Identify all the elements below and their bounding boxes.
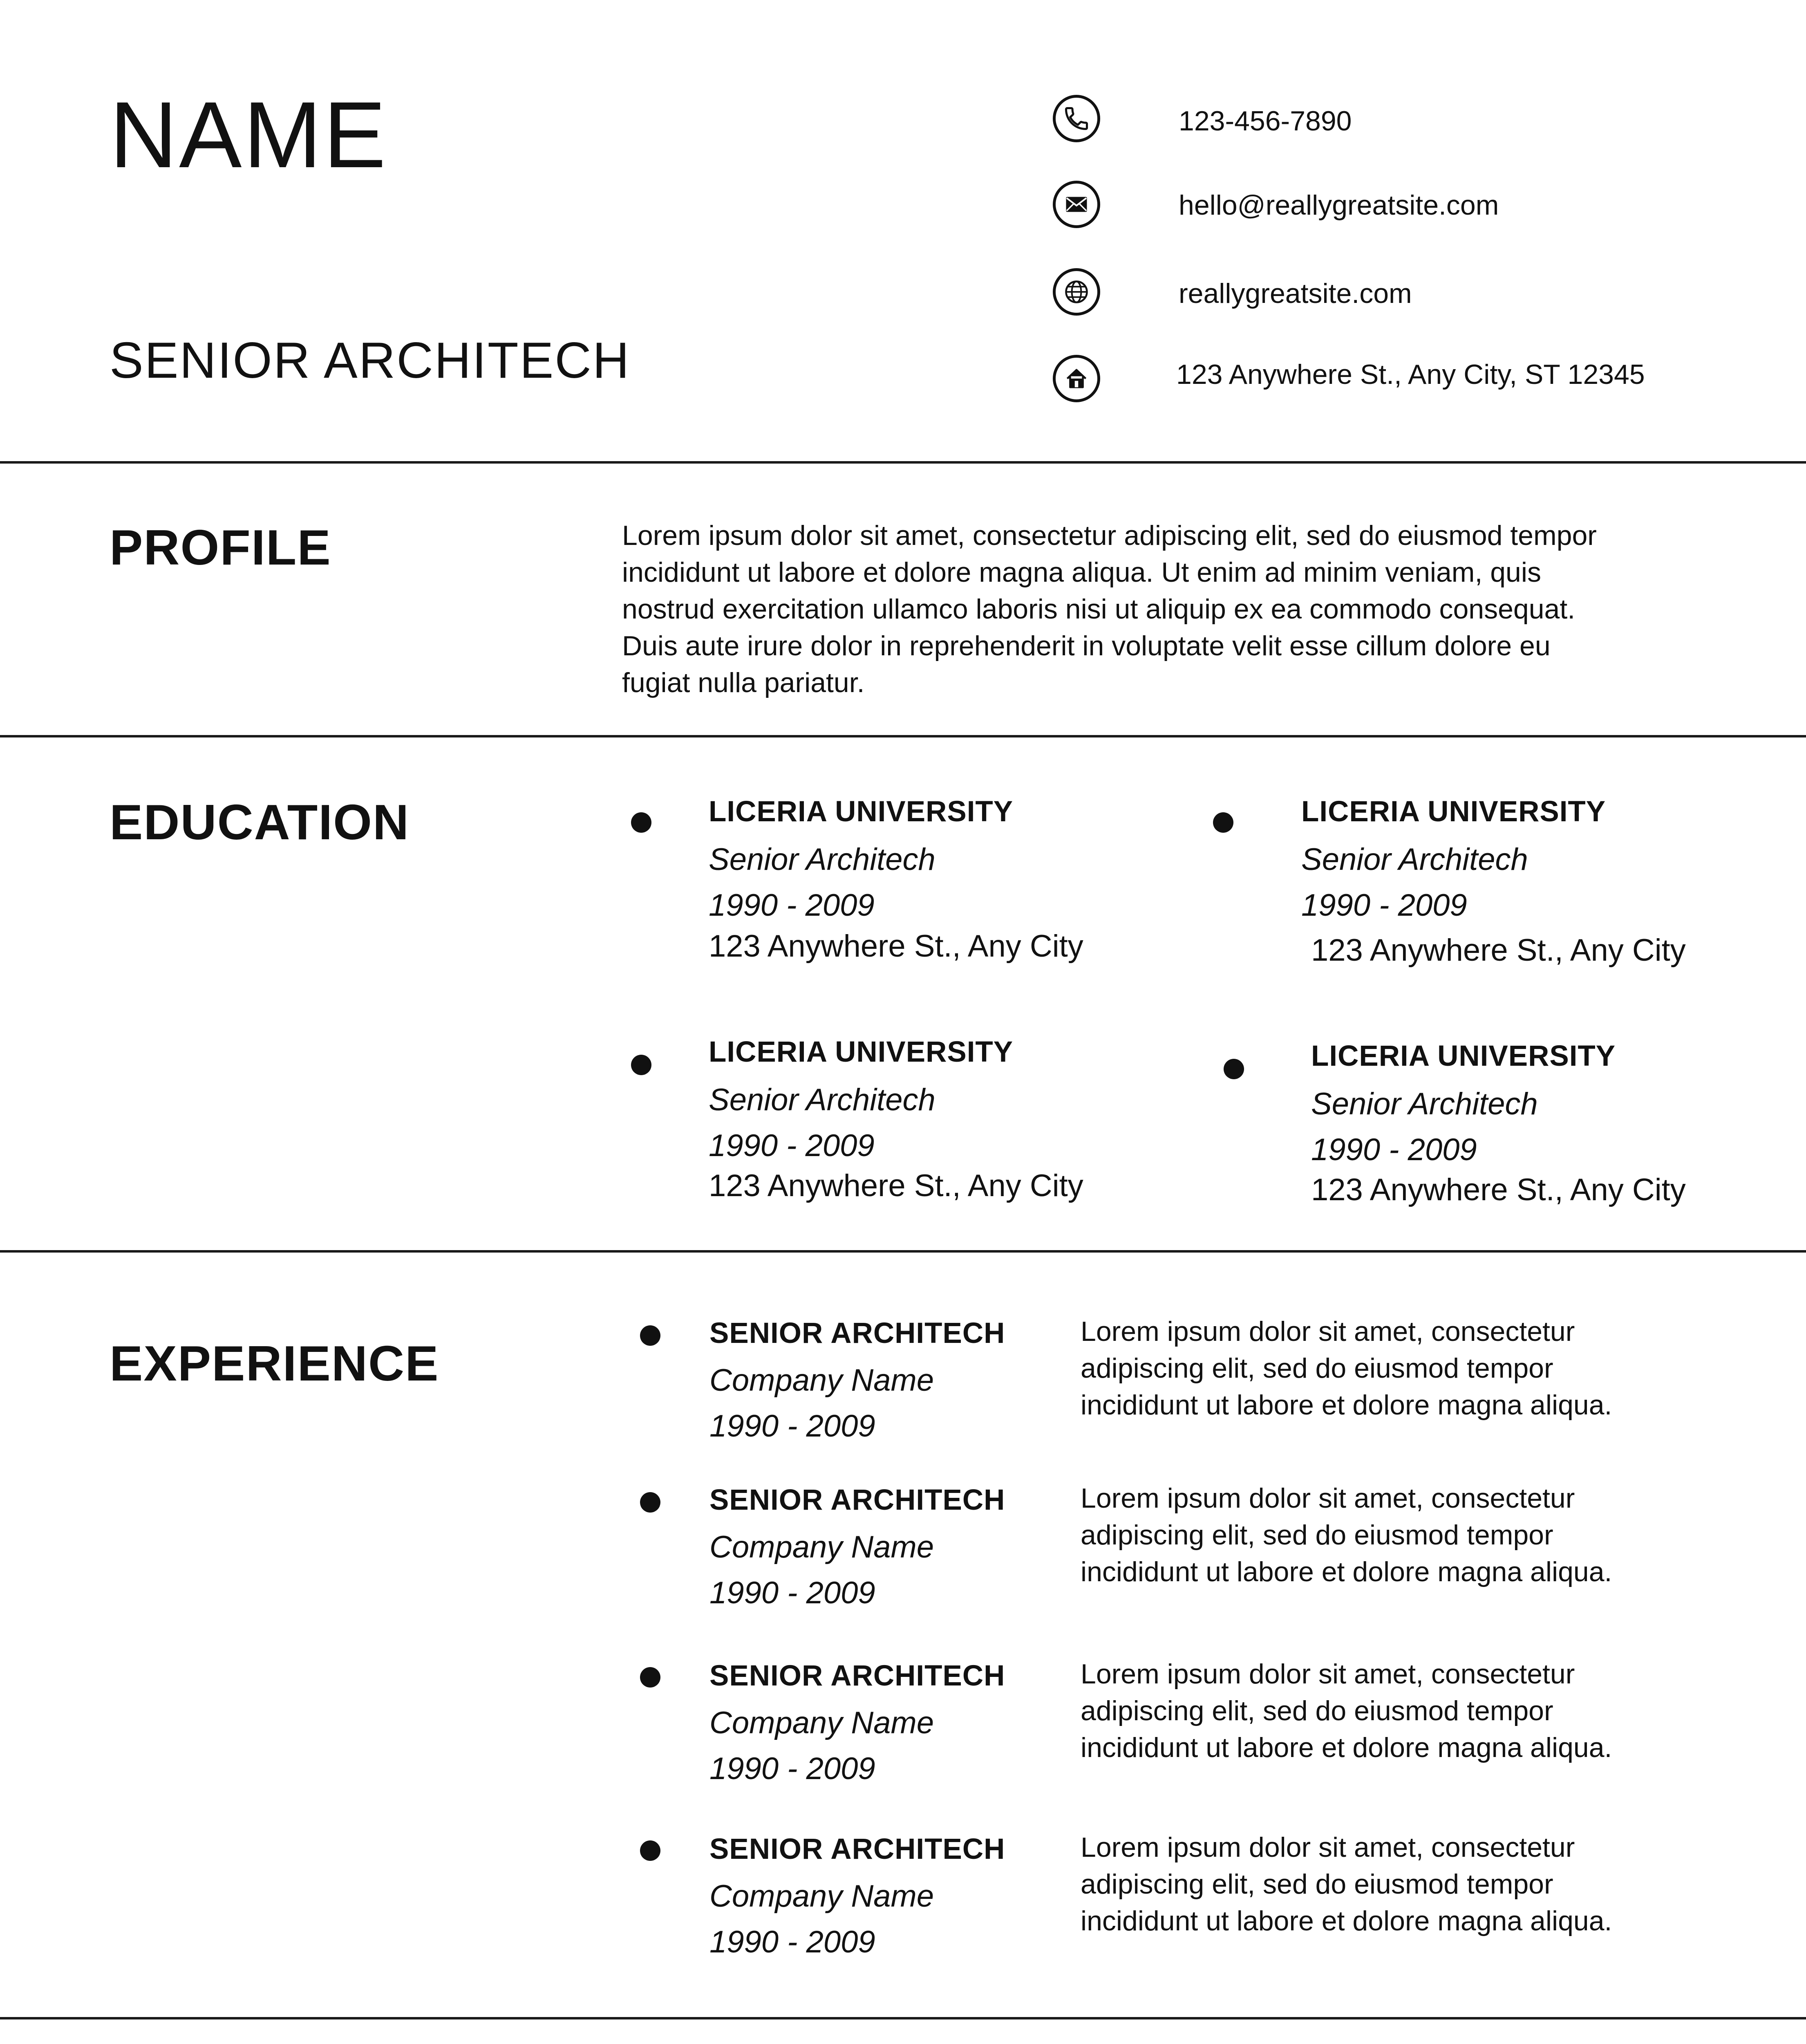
description-line: adipiscing elit, sed do eiusmod tempor — [1081, 1353, 1553, 1384]
profile-text — [622, 517, 1734, 701]
profile-heading: PROFILE — [110, 520, 331, 575]
divider — [0, 461, 1806, 464]
experience-description — [1081, 1313, 1743, 1423]
school-name: LICERIA UNIVERSITY — [709, 1036, 1014, 1068]
years-text: 1990 - 2009 — [709, 1409, 875, 1443]
description-line: Lorem ipsum dolor sit amet, consectetur — [1081, 1659, 1575, 1690]
company-name: Company Name — [709, 1706, 934, 1740]
position-title: SENIOR ARCHITECH — [709, 1484, 1005, 1516]
years-text: 1990 - 2009 — [1311, 1132, 1477, 1167]
description-line: incididunt ut labore et dolore magna aliqua. — [1081, 1556, 1612, 1587]
school-name: LICERIA UNIVERSITY — [1301, 796, 1606, 828]
school-name: LICERIA UNIVERSITY — [1311, 1040, 1616, 1072]
degree-text: Senior Architech — [1301, 842, 1528, 877]
bullet-dot — [1224, 1059, 1244, 1079]
years-text: 1990 - 2009 — [709, 1751, 875, 1786]
experience-item — [709, 1835, 1005, 1958]
bullet-dot — [640, 1492, 660, 1513]
degree-text: Senior Architech — [1311, 1087, 1538, 1121]
website-text: reallygreatsite.com — [1179, 278, 1412, 309]
description-line: adipiscing elit, sed do eiusmod tempor — [1081, 1520, 1553, 1551]
description-line: Lorem ipsum dolor sit amet, consectetur — [1081, 1832, 1575, 1863]
phone-text: 123-456-7890 — [1179, 105, 1352, 137]
address-text: 123 Anywhere St., Any City, ST 12345 — [1176, 359, 1645, 390]
globe-icon — [1053, 268, 1100, 316]
bullet-dot — [640, 1840, 660, 1861]
position-title: SENIOR ARCHITECH — [709, 1317, 1005, 1349]
degree-text: Senior Architech — [709, 842, 935, 877]
divider — [0, 2017, 1806, 2019]
address-text: 123 Anywhere St., Any City — [709, 1168, 1083, 1203]
years-text: 1990 - 2009 — [709, 888, 875, 923]
description-line: incididunt ut labore et dolore magna aliqua. — [1081, 1732, 1612, 1763]
profile-line: nostrud exercitation ullamco laboris nisi ut aliquip ex ea commodo consequat. — [622, 594, 1575, 625]
bullet-dot — [640, 1325, 660, 1346]
divider — [0, 735, 1806, 737]
profile-line: Lorem ipsum dolor sit amet, consectetur adipiscing elit, sed do eiusmod tempor — [622, 520, 1597, 551]
profile-line: incididunt ut labore et dolore magna aliqua. Ut enim ad minim veniam, quis — [622, 557, 1541, 588]
description-line: Lorem ipsum dolor sit amet, consectetur — [1081, 1483, 1575, 1514]
bullet-dot — [631, 1055, 651, 1075]
company-name: Company Name — [709, 1530, 934, 1564]
education-item — [1311, 1042, 1686, 1206]
description-line: adipiscing elit, sed do eiusmod tempor — [1081, 1869, 1553, 1900]
phone-icon — [1053, 95, 1100, 142]
address-text: 123 Anywhere St., Any City — [709, 929, 1083, 964]
years-text: 1990 - 2009 — [709, 1925, 875, 1959]
home-icon — [1053, 355, 1100, 402]
job-title: SENIOR ARCHITECH — [110, 332, 631, 389]
company-name: Company Name — [709, 1363, 934, 1398]
description-line: Lorem ipsum dolor sit amet, consectetur — [1081, 1316, 1575, 1347]
years-text: 1990 - 2009 — [1301, 888, 1467, 923]
education-heading: EDUCATION — [110, 794, 410, 850]
profile-line: fugiat nulla pariatur. — [622, 667, 865, 698]
experience-item — [709, 1319, 1005, 1442]
experience-description — [1081, 1656, 1743, 1766]
bullet-dot — [1213, 812, 1233, 833]
education-item — [709, 1038, 1083, 1201]
mail-icon — [1053, 181, 1100, 228]
education-item — [1301, 797, 1686, 966]
experience-description — [1081, 1829, 1743, 1939]
years-text: 1990 - 2009 — [709, 1576, 875, 1610]
experience-item — [709, 1486, 1005, 1609]
description-line: incididunt ut labore et dolore magna aliqua. — [1081, 1905, 1612, 1936]
experience-description — [1081, 1480, 1743, 1590]
education-item — [709, 797, 1083, 962]
resume-name: NAME — [110, 82, 388, 187]
school-name: LICERIA UNIVERSITY — [709, 796, 1014, 828]
position-title: SENIOR ARCHITECH — [709, 1660, 1005, 1692]
company-name: Company Name — [709, 1879, 934, 1914]
description-line: adipiscing elit, sed do eiusmod tempor — [1081, 1695, 1553, 1726]
position-title: SENIOR ARCHITECH — [709, 1833, 1005, 1865]
divider — [0, 1250, 1806, 1253]
address-text: 123 Anywhere St., Any City — [1311, 933, 1686, 968]
bullet-dot — [631, 812, 651, 833]
years-text: 1990 - 2009 — [709, 1128, 875, 1163]
degree-text: Senior Architech — [709, 1083, 935, 1117]
profile-line: Duis aute irure dolor in reprehenderit in voluptate velit esse cillum dolore eu — [622, 630, 1551, 661]
email-text: hello@reallygreatsite.com — [1179, 190, 1499, 221]
address-text: 123 Anywhere St., Any City — [1311, 1172, 1686, 1207]
experience-heading: EXPERIENCE — [110, 1336, 439, 1391]
bullet-dot — [640, 1667, 660, 1688]
experience-item — [709, 1661, 1005, 1784]
description-line: incididunt ut labore et dolore magna aliqua. — [1081, 1390, 1612, 1421]
